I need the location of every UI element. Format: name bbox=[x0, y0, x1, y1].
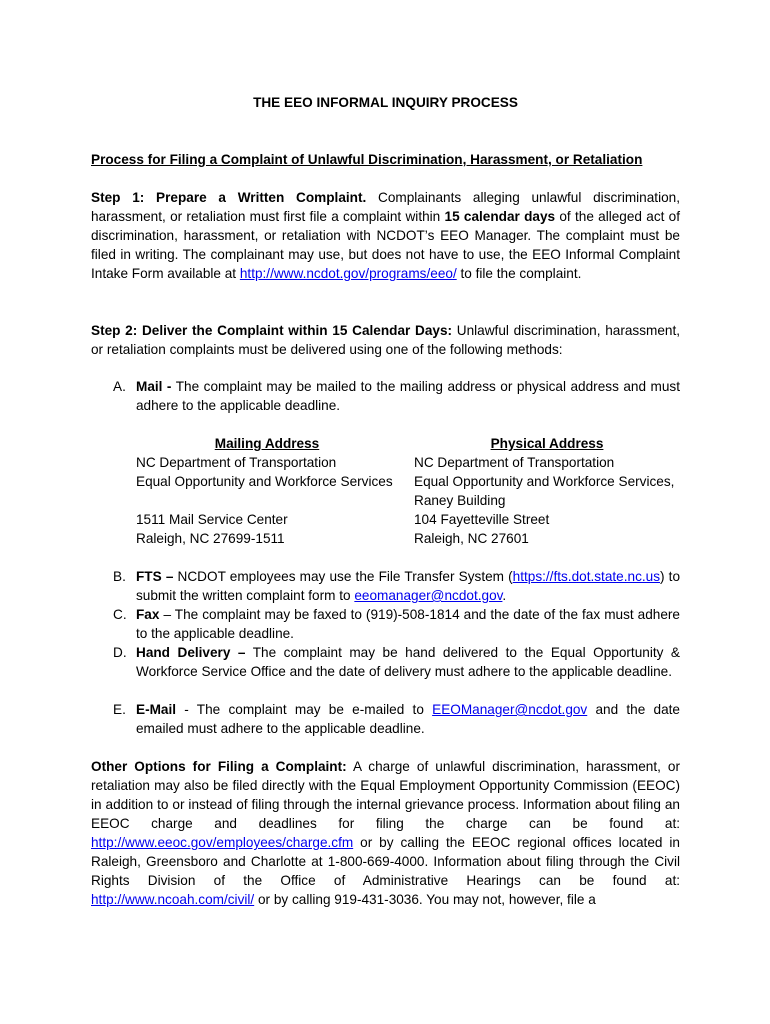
list-marker: E. bbox=[113, 702, 126, 717]
eeoc-charge-link[interactable]: http://www.eeoc.gov/employees/charge.cfm bbox=[91, 835, 354, 850]
method-label: FTS – bbox=[136, 569, 174, 584]
method-label: Hand Delivery – bbox=[136, 645, 246, 660]
method-label: Mail - bbox=[136, 379, 172, 394]
list-marker: B. bbox=[113, 569, 126, 584]
step1-paragraph: Step 1: Prepare a Written Complaint. Complainants alleging unlawful discrimination, harassment, or retaliation must first file a complaint within 15 calendar days of the alleged act of discrimination, harassment, or retaliation with NCDOT’s EEO Manager. The complaint must be filed in writing. The complainant may use, but does not have to use, the EEO Informal Complaint Intake Form available at http://www.ncdot.gov/programs/eeo/ to file the complaint. bbox=[91, 190, 681, 281]
step1-label: Step 1: Prepare a Written Complaint. bbox=[91, 190, 367, 205]
other-options-label: Other Options for Filing a Complaint: bbox=[91, 759, 347, 774]
method-fts: B. FTS – NCDOT employees may use the File Transfer System (https://fts.dot.state.nc.us) to submit the written complaint form to eeomanager@ncdot.gov. bbox=[113, 569, 681, 603]
method-email: E. E-Mail - The complaint may be e-mailed to EEOManager@ncdot.gov and the date emailed must adhere to the applicable deadline. bbox=[113, 702, 680, 736]
list-marker: A. bbox=[113, 379, 126, 394]
page-title: THE EEO INFORMAL INQUIRY PROCESS bbox=[253, 95, 518, 110]
method-label: E-Mail bbox=[136, 702, 177, 717]
ncoah-civil-link[interactable]: http://www.ncoah.com/civil/ bbox=[91, 892, 255, 907]
list-marker: D. bbox=[113, 645, 127, 660]
eeomanager-email-link[interactable]: eeomanager@ncdot.gov bbox=[354, 588, 503, 603]
physical-address-block: Physical Address NC Department of Transportation Equal Opportunity and Workforce Services, Raney Building 104 Fayetteville Street Raleigh, NC 27601 bbox=[414, 436, 675, 546]
section-heading: Process for Filing a Complaint of Unlawful Discrimination, Harassment, or Retaliation bbox=[91, 152, 643, 167]
step2-label: Step 2: Deliver the Complaint within 15 Calendar Days: bbox=[91, 323, 453, 338]
mailing-address-heading: Mailing Address bbox=[214, 436, 320, 451]
deadline-emphasis: 15 calendar days bbox=[444, 209, 556, 224]
method-fax: C. Fax – The complaint may be faxed to (919)-508-1814 and the date of the fax must adhere to the applicable deadline. bbox=[113, 607, 680, 641]
method-label: Fax bbox=[136, 607, 160, 622]
other-options-paragraph: Other Options for Filing a Complaint: A charge of unlawful discrimination, harassment, or retaliation may also be filed directly with the Equal Employment Opportunity Commission (EEOC) in addition to or instead of filing through the internal grievance process. Information about filing an EEOC charge and deadlines for filing the charge can be found at: http://www.eeoc.gov/employees/charge.cfm or by calling the EEOC regional offices located in Raleigh, Greensboro and Charlotte at 1-800-669-4000. Information about filing through the Civil Rights Division of the Office of Administrative Hearings can be found at: http://www.ncoah.com/civil/ or by calling 919-431-3036. You may not, however, file a bbox=[91, 759, 680, 907]
eeomanager-email-link-2[interactable]: EEOManager@ncdot.gov bbox=[432, 702, 588, 717]
fts-link[interactable]: https://fts.dot.state.nc.us bbox=[512, 569, 660, 584]
method-mail: A. Mail - The complaint may be mailed to the mailing address or physical address and must adhere to the applicable deadline. bbox=[113, 379, 680, 413]
step2-paragraph: Step 2: Deliver the Complaint within 15 Calendar Days: Unlawful discrimination, harassment, or retaliation complaints must be delivered using one of the following methods: bbox=[91, 323, 681, 357]
eeo-programs-link[interactable]: http://www.ncdot.gov/programs/eeo/ bbox=[239, 266, 457, 281]
physical-address-heading: Physical Address bbox=[490, 436, 604, 451]
mailing-address-block: Mailing Address NC Department of Transportation Equal Opportunity and Workforce Services 1511 Mail Service Center Raleigh, NC 27699-1511 bbox=[136, 436, 393, 546]
list-marker: C. bbox=[113, 607, 127, 622]
method-hand-delivery: D. Hand Delivery – The complaint may be hand delivered to the Equal Opportunity & Workforce Service Office and the date of delivery must adhere to the applicable deadline. bbox=[113, 645, 680, 679]
